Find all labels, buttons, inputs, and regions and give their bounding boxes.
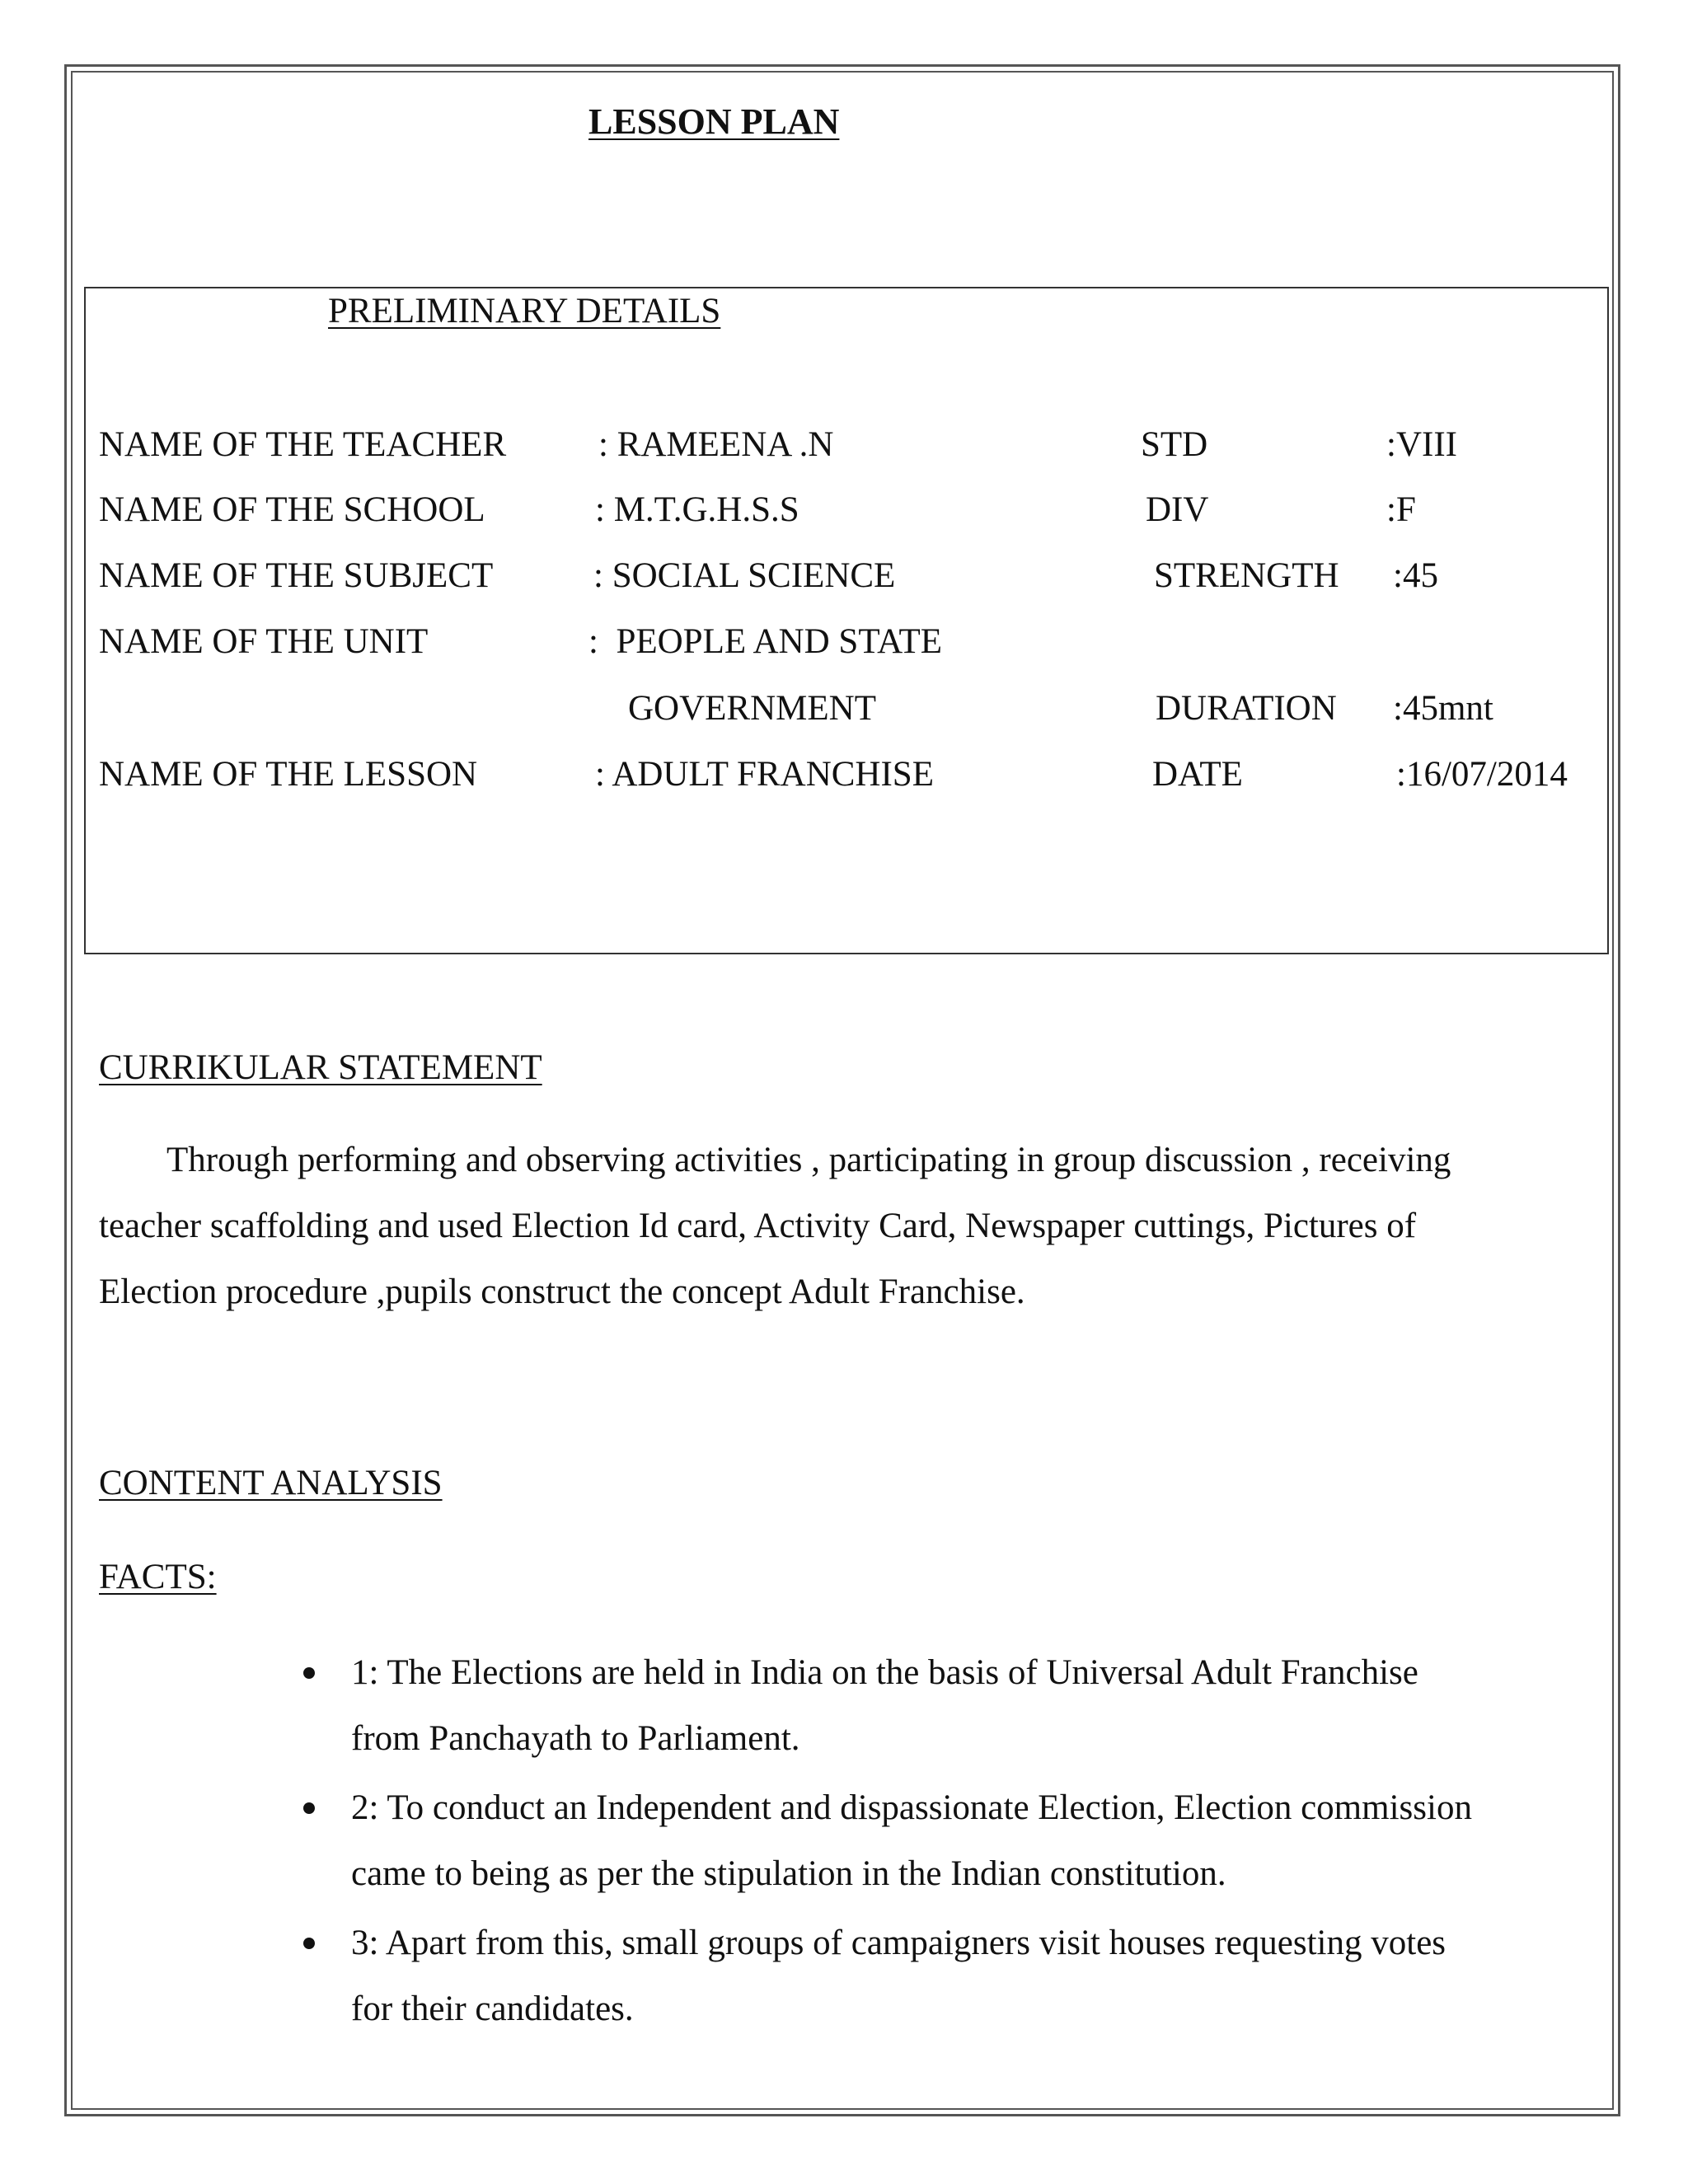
curricular-line: Election procedure ,pupils construct the concept Adult Franchise. xyxy=(99,1272,1025,1311)
fact-line: 3: Apart from this, small groups of campaigners visit houses requesting votes xyxy=(351,1924,1447,1962)
lesson-value: : ADULT FRANCHISE xyxy=(595,755,934,794)
facts-heading: FACTS: xyxy=(99,1558,217,1596)
std-label: STD xyxy=(1141,425,1208,464)
fact-line: 2: To conduct an Independent and dispassionate Election, Election commission xyxy=(351,1788,1472,1827)
teacher-label: NAME OF THE TEACHER xyxy=(99,425,507,464)
curricular-line: teacher scaffolding and used Election Id card, Activity Card, Newspaper cuttings, Pictures of xyxy=(99,1207,1417,1245)
bullet-icon xyxy=(303,1667,315,1679)
curricular-paragraph xyxy=(99,1127,1574,1325)
div-label: DIV xyxy=(1146,490,1209,529)
content-analysis-heading: CONTENT ANALYSIS xyxy=(99,1464,443,1502)
fact-line: for their candidates. xyxy=(351,1990,634,2028)
strength-value: :45 xyxy=(1393,556,1438,595)
school-value: : M.T.G.H.S.S xyxy=(595,490,799,529)
lesson-label: NAME OF THE LESSON xyxy=(99,755,478,794)
duration-label: DURATION xyxy=(1156,689,1337,728)
school-label: NAME OF THE SCHOOL xyxy=(99,490,485,529)
bullet-icon xyxy=(303,1938,315,1949)
strength-label: STRENGTH xyxy=(1154,556,1339,595)
subject-label: NAME OF THE SUBJECT xyxy=(99,556,494,595)
unit-value: : PEOPLE AND STATE xyxy=(588,622,942,661)
std-value: :VIII xyxy=(1386,425,1457,464)
fact-line: came to being as per the stipulation in the Indian constitution. xyxy=(351,1854,1226,1893)
bullet-icon xyxy=(303,1802,315,1814)
curricular-line: Through performing and observing activities , participating in group discussion , receiving xyxy=(166,1141,1451,1179)
subject-value: : SOCIAL SCIENCE xyxy=(593,556,896,595)
teacher-value: : RAMEENA .N xyxy=(598,425,834,464)
fact-line: from Panchayath to Parliament. xyxy=(351,1719,800,1758)
div-value: :F xyxy=(1386,490,1416,529)
unit-label: NAME OF THE UNIT xyxy=(99,622,429,661)
page-title: LESSON PLAN xyxy=(588,101,840,142)
date-label: DATE xyxy=(1152,755,1243,794)
fact-item xyxy=(351,1910,1587,2042)
preliminary-heading: PRELIMINARY DETAILS xyxy=(328,292,721,330)
curricular-heading: CURRIKULAR STATEMENT xyxy=(99,1048,542,1087)
fact-item xyxy=(351,1640,1587,1772)
fact-line: 1: The Elections are held in India on the basis of Universal Adult Franchise xyxy=(351,1653,1418,1692)
date-value: :16/07/2014 xyxy=(1396,755,1568,794)
preliminary-details-box xyxy=(84,287,1609,954)
unit-value-continued: GOVERNMENT xyxy=(628,689,876,728)
duration-value: :45mnt xyxy=(1393,689,1493,728)
fact-item xyxy=(351,1775,1587,1907)
